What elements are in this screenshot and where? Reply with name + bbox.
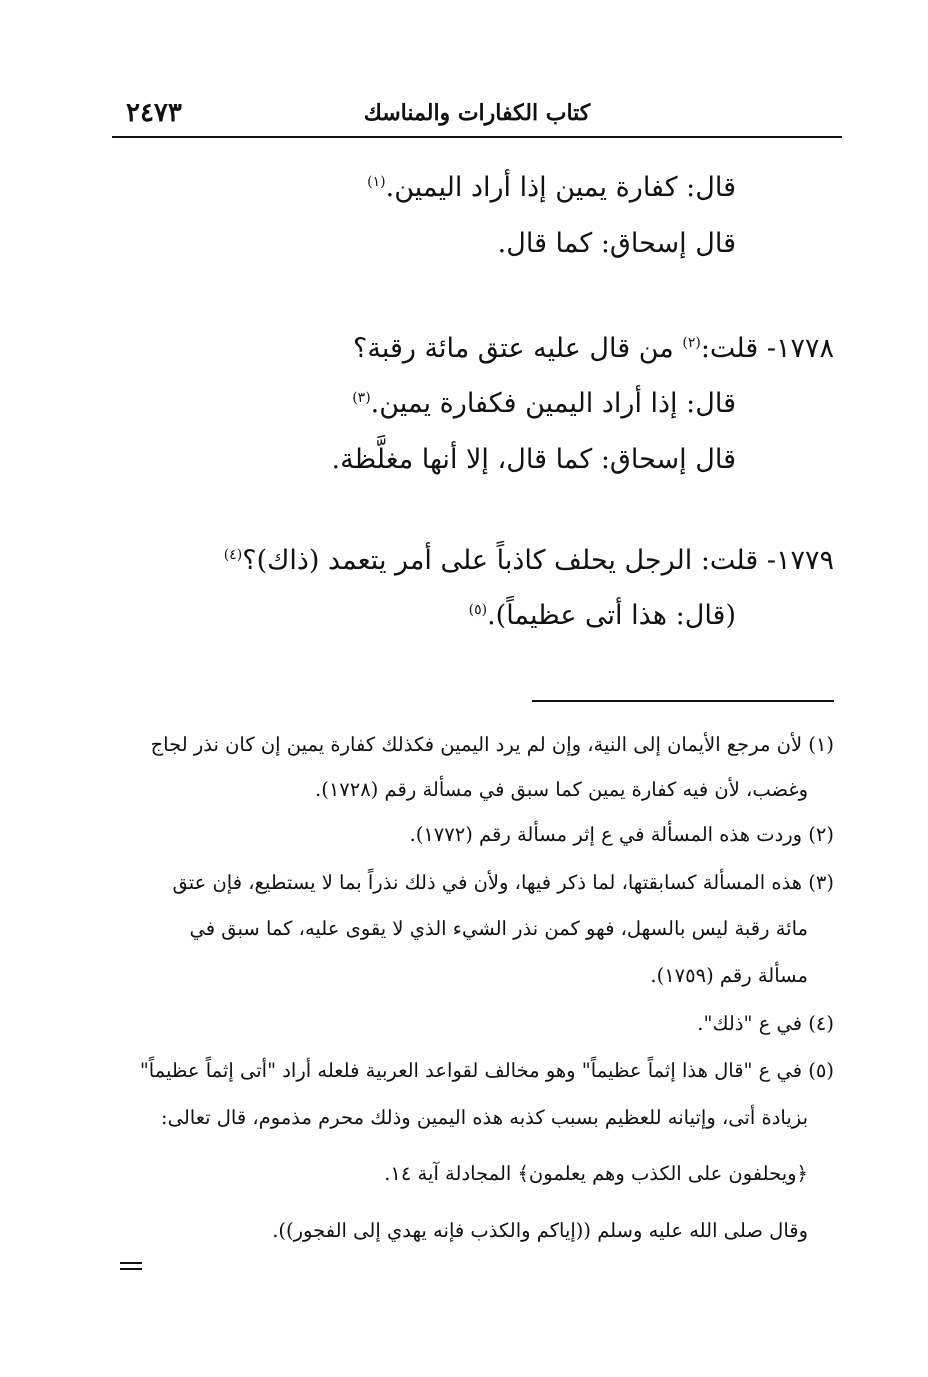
running-title: كتاب الكفارات والمناسك <box>363 100 591 126</box>
page-number: ٢٤٧٣ <box>126 98 182 128</box>
text-line: قال: كفارة يمين إذا أراد اليمين.$^{(١)}$ <box>367 172 736 203</box>
footnote-line: وغضب، لأن فيه كفارة يمين كما سبق في مسألة رقم (١٧٢٨). <box>315 778 808 801</box>
question-line: ١٧٧٨- قلت:$^{(٢)}$ من قال عليه عتق مائة رقبة؟ <box>353 333 834 364</box>
footnote-line: (٤) في ع "ذلك". <box>697 1012 834 1035</box>
footnote-ref: (٤) <box>223 547 243 563</box>
footnote-divider <box>532 700 834 702</box>
quran-verse-line: ﴿ويحلفون على الكذب وهم يعلمون﴾ المجادلة آية ١٤. <box>384 1162 808 1185</box>
question-line: ١٧٧٩- قلت: الرجل يحلف كاذباً على أمر يتعمد (ذاك)؟$^{(٤)}$ <box>223 545 834 576</box>
footnote-ref: (١) <box>367 174 386 190</box>
page-header <box>112 92 842 138</box>
end-mark <box>120 1262 142 1274</box>
footnote-line: (٢) وردت هذه المسألة في ع إثر مسألة رقم (١٧٧٢). <box>409 823 834 846</box>
footnote-line: مائة رقبة ليس بالسهل، فهو كمن نذر الشيء الذي لا يقوى عليه، كما سبق في <box>189 917 808 940</box>
text-line: قال إسحاق: كما قال، إلا أنها مغلَّظة. <box>331 444 736 475</box>
footnote-line: بزيادة أتى، وإتيانه للعظيم بسبب كذبه هذه اليمين وذلك محرم مذموم، قال تعالى: <box>161 1106 808 1129</box>
footnote-line: مسألة رقم (١٧٥٩). <box>650 964 808 987</box>
footnote-line: وقال صلى الله عليه وسلم ((إياكم والكذب فإنه يهدي إلى الفجور)). <box>272 1219 808 1242</box>
text-line: قال: إذا أراد اليمين فكفارة يمين.$^{(٣)}$ <box>352 388 736 419</box>
footnote-ref: (٢) <box>682 335 701 351</box>
footnote-ref: (٣) <box>352 390 371 406</box>
text-line: قال إسحاق: كما قال. <box>497 228 736 259</box>
footnote-line: (١) لأن مرجع الأيمان إلى النية، وإن لم يرد اليمين فكذلك كفارة يمين إن كان نذر لجاج <box>150 733 834 756</box>
footnote-line: (٥) في ع "قال هذا إثماً عظيماً" وهو مخالف لقواعد العربية فلعله أراد "أتى إثماً عظيماً" <box>139 1059 834 1082</box>
footnote-line: (٣) هذه المسألة كسابقتها، لما ذكر فيها، ولأن في ذلك نذراً بما لا يستطيع، فإن عتق <box>172 871 834 894</box>
footnote-ref: (٥) <box>468 602 488 618</box>
text-line: (قال: هذا أتى عظيماً).$^{(٥)}$ <box>468 600 736 631</box>
